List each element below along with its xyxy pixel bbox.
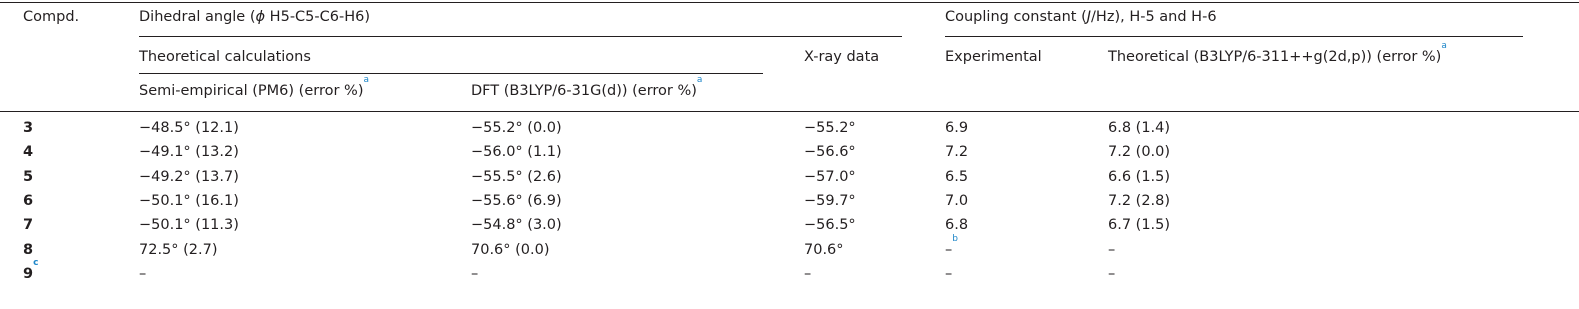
cell-xray-text: −56.6° bbox=[804, 144, 856, 160]
cell-experimental-text: 7.2 bbox=[945, 144, 969, 160]
cell-experimental-text: 6.5 bbox=[945, 169, 969, 185]
cell-xray bbox=[804, 143, 856, 161]
cell-theoretical-text: 6.8 (1.4) bbox=[1108, 120, 1171, 136]
cell-theoretical bbox=[1108, 265, 1115, 283]
cell-xray bbox=[804, 216, 856, 234]
cell-dft bbox=[471, 168, 562, 186]
header-xray: X-ray data bbox=[804, 49, 880, 65]
header-dft: DFT (B3LYP/6-31G(d)) (error %)$^a$ bbox=[471, 75, 703, 99]
cell-experimental bbox=[945, 143, 968, 161]
cell-dft-text: −54.8° (3.0) bbox=[471, 217, 562, 233]
footnote-b[interactable]: b bbox=[952, 234, 958, 245]
cell-dft bbox=[471, 143, 562, 161]
cell-pm6-text: −50.1° (16.1) bbox=[139, 193, 239, 209]
theoretical-calcs-rule bbox=[139, 73, 763, 74]
cell-dft-text: −55.6° (6.9) bbox=[471, 193, 562, 209]
cell-pm6-text: −49.1° (13.2) bbox=[139, 144, 239, 160]
cell-dft bbox=[471, 192, 562, 210]
cell-pm6 bbox=[139, 216, 239, 234]
cell-xray-text: – bbox=[804, 266, 812, 282]
cell-pm6-text: −49.2° (13.7) bbox=[139, 169, 239, 185]
cell-experimental-text: 6.8 bbox=[945, 217, 969, 233]
cell-experimental bbox=[945, 119, 968, 137]
cell-xray-text: −59.7° bbox=[804, 193, 856, 209]
cell-pm6-text: – bbox=[139, 266, 147, 282]
footnote-a[interactable]: a bbox=[696, 75, 703, 86]
header-bottom-rule bbox=[0, 111, 1579, 112]
footnote-c[interactable]: c bbox=[33, 258, 39, 269]
cell-compd-text: 7 bbox=[23, 217, 34, 233]
cell-pm6 bbox=[139, 119, 239, 137]
cell-theoretical-text: 6.7 (1.5) bbox=[1108, 217, 1171, 233]
cell-xray-text: −55.2° bbox=[804, 120, 856, 136]
cell-theoretical-text: – bbox=[1108, 266, 1116, 282]
dihedral-group-rule bbox=[139, 36, 902, 37]
cell-compd bbox=[23, 143, 33, 161]
header-theoretical-b3lyp: Theoretical (B3LYP/6-311++g(2d,p)) (error %)$^a$ bbox=[1108, 41, 1447, 65]
cell-theoretical bbox=[1108, 192, 1170, 210]
cell-dft-text: – bbox=[471, 266, 479, 282]
cell-theoretical-text: 6.6 (1.5) bbox=[1108, 169, 1171, 185]
cell-theoretical bbox=[1108, 241, 1115, 259]
cell-xray-text: −57.0° bbox=[804, 169, 856, 185]
header-theoretical-calcs: Theoretical calculations bbox=[139, 49, 311, 65]
cell-experimental-text: 6.9 bbox=[945, 120, 969, 136]
cell-pm6 bbox=[139, 143, 239, 161]
header-coupling: Coupling constant (J/Hz), H-5 and H-6 bbox=[945, 9, 1217, 25]
cell-experimental bbox=[945, 192, 968, 210]
cell-compd-text: 3 bbox=[23, 120, 34, 136]
cell-experimental bbox=[945, 216, 968, 234]
cell-experimental-text: – bbox=[945, 242, 953, 258]
cell-theoretical-text: 7.2 (0.0) bbox=[1108, 144, 1171, 160]
cell-experimental bbox=[945, 168, 968, 186]
cell-compd-text: 4 bbox=[23, 144, 34, 160]
cell-theoretical bbox=[1108, 143, 1170, 161]
cell-compd bbox=[23, 258, 39, 283]
cell-dft-text: −56.0° (1.1) bbox=[471, 144, 562, 160]
cell-pm6 bbox=[139, 192, 239, 210]
cell-compd bbox=[23, 168, 33, 186]
cell-dft bbox=[471, 216, 562, 234]
cell-xray-text: 70.6° bbox=[804, 242, 844, 258]
coupling-group-rule bbox=[945, 36, 1523, 37]
cell-xray bbox=[804, 241, 844, 259]
footnote-a[interactable]: a bbox=[1441, 41, 1447, 52]
cell-compd bbox=[23, 241, 33, 259]
header-semi-empirical: Semi-empirical (PM6) (error %)$^a$ bbox=[139, 75, 369, 99]
cell-experimental bbox=[945, 234, 958, 259]
cell-compd-text: 8 bbox=[23, 242, 34, 258]
cell-dft-text: −55.2° (0.0) bbox=[471, 120, 562, 136]
cell-compd-text: 9 bbox=[23, 266, 34, 282]
cell-compd bbox=[23, 216, 33, 234]
cell-experimental bbox=[945, 265, 952, 283]
header-dihedral: Dihedral angle (ϕ H5-C5-C6-H6) bbox=[139, 9, 370, 25]
cell-pm6-text: −50.1° (11.3) bbox=[139, 217, 239, 233]
cell-theoretical bbox=[1108, 168, 1170, 186]
cell-theoretical-text: – bbox=[1108, 242, 1116, 258]
cell-pm6 bbox=[139, 265, 146, 283]
cell-dft bbox=[471, 119, 562, 137]
cell-theoretical bbox=[1108, 119, 1170, 137]
cell-dft bbox=[471, 241, 550, 259]
cell-pm6-text: −48.5° (12.1) bbox=[139, 120, 239, 136]
header-compd: Compd. bbox=[23, 9, 80, 25]
cell-pm6-text: 72.5° (2.7) bbox=[139, 242, 218, 258]
cell-compd-text: 6 bbox=[23, 193, 34, 209]
cell-dft-text: 70.6° (0.0) bbox=[471, 242, 550, 258]
cell-theoretical-text: 7.2 (2.8) bbox=[1108, 193, 1171, 209]
cell-xray bbox=[804, 265, 811, 283]
table-top-rule bbox=[0, 2, 1579, 3]
cell-xray bbox=[804, 119, 856, 137]
cell-experimental-text: 7.0 bbox=[945, 193, 969, 209]
cell-xray bbox=[804, 192, 856, 210]
footnote-a[interactable]: a bbox=[363, 75, 369, 86]
cell-theoretical bbox=[1108, 216, 1170, 234]
cell-compd bbox=[23, 192, 33, 210]
cell-compd bbox=[23, 119, 33, 137]
header-experimental: Experimental bbox=[945, 49, 1042, 65]
cell-experimental-text: – bbox=[945, 266, 953, 282]
cell-dft bbox=[471, 265, 478, 283]
cell-pm6 bbox=[139, 168, 239, 186]
cell-xray bbox=[804, 168, 856, 186]
cell-pm6 bbox=[139, 241, 218, 259]
cell-dft-text: −55.5° (2.6) bbox=[471, 169, 562, 185]
cell-xray-text: −56.5° bbox=[804, 217, 856, 233]
cell-compd-text: 5 bbox=[23, 169, 34, 185]
